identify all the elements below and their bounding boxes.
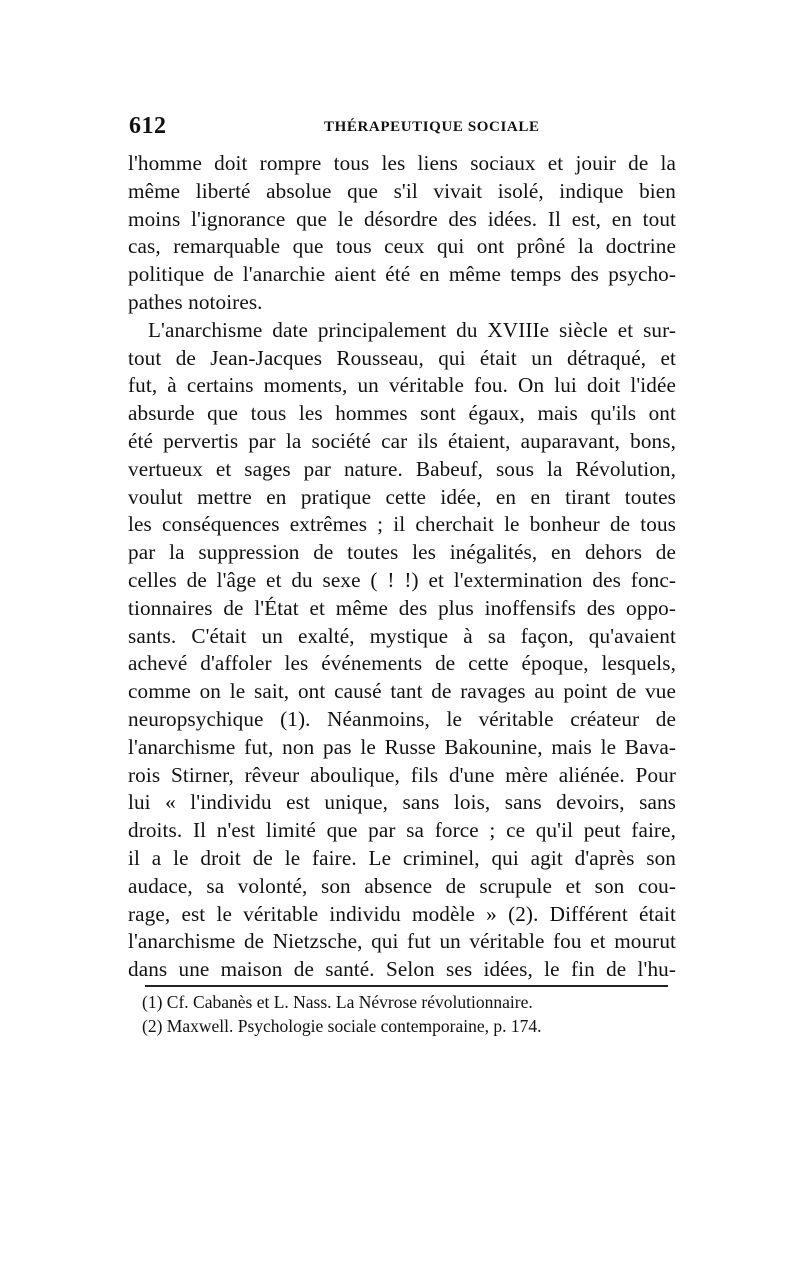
text-line: été pervertis par la société car ils étaient, auparavant, bons, [128,428,676,453]
running-title: THÉRAPEUTIQUE SOCIALE [324,119,540,135]
text-line: l'anarchisme fut, non pas le Russe Bakounine, mais le Bava- [128,734,676,759]
text-line: absurde que tous les hommes sont égaux, mais qu'ils ont [128,401,676,426]
text-line: pathes notoires. [128,289,263,314]
text-line: comme on le sait, ont causé tant de ravages au point de vue [128,679,676,704]
text-line: cas, remarquable que tous ceux qui ont prôné la doctrine [128,234,676,259]
text-line: rois Stirner, rêveur aboulique, fils d'une mère aliénée. Pour [128,762,676,787]
footnote-1: (1) Cf. Cabanès et L. Nass. La Névrose révolutionnaire. [142,992,533,1012]
text-line: moins l'ignorance que le désordre des idées. Il est, en tout [128,206,676,231]
text-line: tout de Jean-Jacques Rousseau, qui était un détraqué, et [128,345,676,370]
text-line: fut, à certains moments, un véritable fou. On lui doit l'idée [128,373,676,398]
text-line: celles de l'âge et du sexe ( ! !) et l'extermination des fonc- [128,567,676,592]
text-line: il a le droit de le faire. Le criminel, qui agit d'après son [128,845,676,870]
footnote-rule [145,985,668,987]
text-line: politique de l'anarchie aient été en même temps des psycho- [128,262,676,287]
text-line: les conséquences extrêmes ; il cherchait le bonheur de tous [128,512,676,537]
text-line: L'anarchisme date principalement du XVIIIe siècle et sur- [148,317,676,342]
body-text [128,150,676,984]
text-line: sants. C'était un exalté, mystique à sa façon, qu'avaient [128,623,676,648]
page-number: 612 [129,113,167,139]
text-line: achevé d'affoler les événements de cette époque, lesquels, [128,651,676,676]
text-line: l'anarchisme de Nietzsche, qui fut un véritable fou et mourut [128,929,676,954]
text-line: tionnaires de l'État et même des plus inoffensifs des oppo- [128,595,676,620]
footnote-2: (2) Maxwell. Psychologie sociale contemporaine, p. 174. [142,1016,542,1036]
text-line: même liberté absolue que s'il vivait isolé, indique bien [128,178,676,203]
running-head [129,113,679,143]
text-line: voulut mettre en pratique cette idée, en en tirant toutes [128,484,676,509]
text-line: dans une maison de santé. Selon ses idées, le fin de l'hu- [128,957,676,982]
text-line: audace, sa volonté, son absence de scrupule et son cou- [128,873,676,898]
text-line: l'homme doit rompre tous les liens sociaux et jouir de la [128,151,676,175]
text-line: droits. Il n'est limité que par sa force ; ce qu'il peut faire, [128,818,676,843]
text-line: rage, est le véritable individu modèle » (2). Différent était [128,901,676,926]
text-line: lui « l'individu est unique, sans lois, sans devoirs, sans [128,790,676,815]
text-line: par la suppression de toutes les inégalités, en dehors de [128,540,676,565]
footnotes [142,990,682,1038]
text-line: vertueux et sages par nature. Babeuf, sous la Révolution, [128,456,676,481]
text-line: neuropsychique (1). Néanmoins, le véritable créateur de [128,706,676,731]
